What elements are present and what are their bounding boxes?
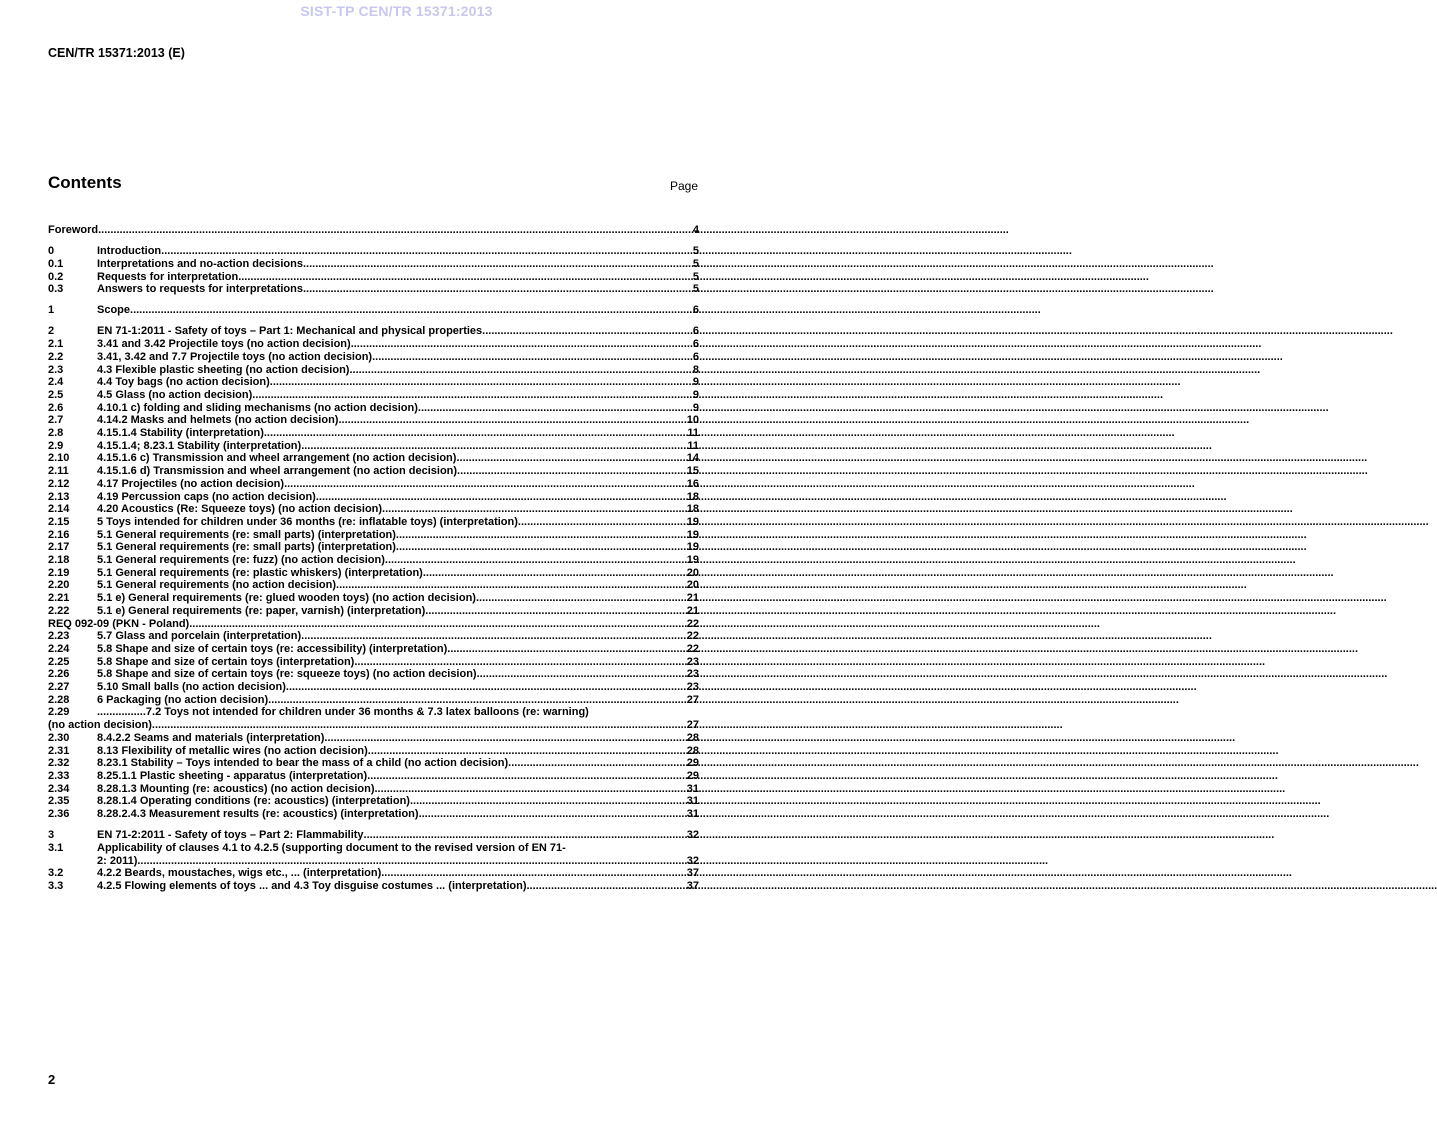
toc-entry[interactable] — [48, 605, 699, 618]
contents-title: Contents — [48, 173, 122, 192]
toc-leader — [375, 783, 687, 796]
toc-number: 2.8 — [48, 427, 64, 440]
toc-leader — [336, 579, 687, 592]
toc-page: 22 — [686, 642, 699, 655]
toc-title: 8.28.2.4.3 Measurement results (re: acoustics) (interpretation) — [97, 808, 419, 821]
toc-leader — [476, 592, 687, 605]
toc-number: 2.14 — [48, 503, 70, 516]
toc-number: 2.25 — [48, 655, 70, 668]
toc-entry[interactable] — [48, 478, 699, 491]
toc-entry[interactable] — [48, 770, 699, 783]
toc-number: 3.2 — [48, 867, 64, 880]
watermark: SIST-TP CEN/TR 15371:2013 — [300, 3, 493, 19]
toc-leader — [161, 245, 693, 258]
toc-page: 32 — [686, 829, 699, 842]
toc-title: EN 71-2:2011 - Safety of toys – Part 2: Flammability — [97, 829, 364, 842]
toc-entry[interactable] — [48, 808, 699, 821]
toc-title: 5.1 General requirements (re: plastic whiskers) (interpretation) — [97, 566, 423, 579]
toc-entry[interactable] — [48, 783, 699, 796]
toc-number: 2.24 — [48, 642, 70, 655]
toc-number: 3 — [48, 829, 55, 842]
toc-title: 5 Toys intended for children under 36 months (re: inflatable toys) (interpretation) — [97, 515, 518, 528]
toc-leader — [518, 516, 687, 529]
toc-title: 4.15.1.6 c) Transmission and wheel arrangement (no action decision) — [97, 452, 457, 465]
toc-title: Introduction — [97, 245, 162, 258]
toc-number: 2.30 — [48, 731, 70, 744]
toc-page: 11 — [687, 439, 699, 452]
toc-leader — [354, 656, 686, 669]
toc-leader — [368, 745, 687, 758]
toc-page: 18 — [686, 490, 699, 503]
toc-title: 5.1 e) General requirements (re: paper, varnish) (interpretation) — [97, 604, 426, 617]
toc-number: 2.17 — [48, 541, 70, 554]
toc-title: 5.8 Shape and size of certain toys (interpretation) — [97, 655, 355, 668]
toc-number: 2.33 — [48, 770, 70, 782]
toc-entry[interactable] — [48, 351, 699, 364]
toc-page: 10 — [686, 414, 699, 427]
toc-title: 4.20 Acoustics (Re: Squeeze toys) (no action decision) — [97, 503, 383, 516]
toc-page: 37 — [686, 867, 699, 880]
toc-entry[interactable] — [48, 880, 699, 893]
toc-page: 31 — [686, 808, 699, 821]
toc-leader — [423, 567, 687, 580]
toc-page: 31 — [686, 782, 699, 795]
toc-title: 5.8 Shape and size of certain toys (re: squeeze toys) (no action decision) — [97, 668, 477, 681]
toc-entry[interactable] — [48, 402, 699, 415]
toc-page: 28 — [686, 731, 699, 744]
toc-leader — [349, 364, 692, 377]
toc-number: 2.11 — [48, 465, 69, 478]
toc-entry[interactable] — [48, 452, 699, 465]
toc-title: 4.15.1.4; 8.23.1 Stability (interpretation) — [97, 439, 302, 452]
toc-title: 8.4.2.2 Seams and materials (interpretation) — [97, 731, 325, 744]
toc-title: 7.2 Toys not intended for children under 36 months & 7.3 latex balloons (re: warning) — [145, 706, 589, 719]
toc-page: 23 — [686, 681, 699, 694]
toc-number: 0.3 — [48, 283, 64, 296]
toc-title: 4.19 Percussion caps (no action decision) — [97, 490, 316, 503]
toc-leader — [98, 224, 693, 237]
toc-entry[interactable] — [48, 271, 699, 284]
toc-leader — [447, 643, 686, 656]
toc-page: 22 — [686, 630, 699, 643]
toc-number: 1 — [48, 304, 55, 317]
toc-leader — [270, 376, 693, 389]
toc-title: Requests for interpretation — [97, 270, 239, 283]
toc-number: 2.9 — [48, 439, 64, 452]
toc-entry[interactable] — [48, 414, 699, 427]
toc-leader — [130, 304, 693, 317]
toc-leader — [508, 757, 687, 770]
toc-number: 2.31 — [48, 744, 70, 757]
toc-page: 21 — [686, 592, 699, 605]
toc-entry[interactable] — [48, 258, 699, 271]
toc-page: 19 — [686, 554, 699, 567]
toc-title: 5.1 General requirements (re: small parts) (interpretation) — [97, 541, 396, 554]
toc-page: 37 — [686, 880, 699, 893]
toc-title: REQ 092-09 (PKN - Poland) — [48, 617, 190, 630]
toc-title: 4.17 Projectiles (no action decision) — [97, 477, 285, 490]
toc-number: 2.36 — [48, 808, 70, 821]
toc-number: 2.2 — [48, 350, 64, 363]
toc-page: 11 — [687, 427, 699, 440]
toc-entry[interactable] — [48, 867, 699, 880]
toc-title: Answers to requests for interpretations — [97, 283, 303, 296]
toc-page: 31 — [686, 795, 699, 808]
toc-leader — [367, 770, 687, 783]
toc-leader — [338, 414, 686, 427]
toc-leader — [303, 258, 693, 271]
toc-leader — [425, 605, 686, 618]
toc-title: 5.1 General requirements (no action decision) — [97, 579, 337, 592]
toc-title: 8.25.1.1 Plastic sheeting - apparatus (interpretation) — [97, 770, 368, 782]
toc-title: 4.4 Toy bags (no action decision) — [97, 376, 270, 389]
toc-number: 2.7 — [48, 414, 64, 427]
toc-entry[interactable] — [48, 376, 699, 389]
toc-entry[interactable] — [48, 554, 699, 567]
toc-entry[interactable] — [48, 541, 699, 554]
toc-page: 8 — [692, 363, 699, 376]
toc-entry[interactable] — [48, 325, 699, 338]
toc-leader — [252, 389, 693, 402]
toc-title: 4.3 Flexible plastic sheeting (no action decision) — [97, 363, 350, 376]
toc-page: 18 — [686, 503, 699, 516]
toc-entry[interactable] — [48, 656, 699, 669]
toc-page: 20 — [686, 566, 699, 579]
toc-title: 5.8 Shape and size of certain toys (re: accessibility) (interpretation) — [97, 642, 448, 655]
toc-title: 4.15.1.6 d) Transmission and wheel arrangement (no action decision) — [97, 465, 458, 478]
toc-number: 2.35 — [48, 795, 70, 808]
toc-number: 2 — [48, 325, 55, 338]
toc-entry[interactable] — [48, 668, 699, 681]
toc-title: 3.41, 3.42 and 7.7 Projectile toys (no action decision) — [97, 350, 373, 363]
toc-number: 3.3 — [48, 880, 64, 893]
toc-page: 6 — [692, 304, 699, 317]
toc-title: Applicability of clauses 4.1 to 4.2.5 (supporting document to the revised version of EN 71- — [97, 841, 566, 854]
toc-number: 2.5 — [48, 388, 64, 401]
toc-leader — [381, 867, 687, 880]
toc-leader — [457, 465, 687, 478]
toc-leader — [301, 630, 687, 643]
toc-leader — [324, 732, 686, 745]
toc-number: 2.1 — [48, 338, 64, 351]
toc-entry[interactable] — [48, 440, 699, 453]
toc-entry[interactable] — [48, 389, 699, 402]
toc-leader — [152, 719, 687, 732]
toc-page: 29 — [686, 757, 699, 770]
toc-entry[interactable] — [48, 842, 699, 867]
toc-page: 14 — [686, 452, 699, 465]
toc-page: 15 — [686, 465, 699, 478]
toc-page: 19 — [686, 541, 699, 554]
toc-number: 2.28 — [48, 693, 70, 706]
toc-page: 21 — [686, 604, 699, 617]
toc-leader — [351, 338, 693, 351]
toc-entry[interactable] — [48, 516, 699, 529]
toc-leader — [419, 808, 687, 821]
toc-page: 5 — [692, 257, 699, 270]
toc-entry[interactable] — [48, 338, 699, 351]
toc-title: 5.10 Small balls (no action decision) — [97, 681, 286, 694]
toc-number: 2.13 — [48, 490, 70, 503]
toc-entry[interactable] — [48, 732, 699, 745]
toc-page: 6 — [692, 350, 699, 363]
toc-leader — [527, 880, 687, 893]
toc-title: 4.2.5 Flowing elements of toys ... and 4.3 Toy disguise costumes ... (interpretation) — [97, 880, 527, 893]
toc-number: 2.3 — [48, 363, 64, 376]
toc-entry[interactable] — [48, 224, 699, 237]
toc-leader — [189, 618, 687, 631]
toc-entry[interactable] — [48, 245, 699, 258]
toc-title: EN 71-1:2011 - Safety of toys – Part 1: Mechanical and physical properties — [97, 325, 483, 338]
toc-entry[interactable] — [48, 364, 699, 377]
toc-leader — [396, 529, 687, 542]
toc-number: 2.20 — [48, 579, 70, 592]
toc-title: 8.13 Flexibility of metallic wires (no action decision) — [97, 744, 368, 757]
toc-page: 19 — [686, 515, 699, 528]
toc-title: 4.15.1.4 Stability (interpretation) — [97, 427, 264, 440]
toc-entry[interactable] — [48, 491, 699, 504]
toc-title: 8.23.1 Stability – Toys intended to bear the mass of a child (no action decision) — [97, 757, 509, 770]
toc-entry[interactable] — [48, 304, 699, 317]
page-column-label: Page — [669, 179, 698, 193]
toc-page: 23 — [686, 655, 699, 668]
toc-page: 6 — [692, 338, 699, 351]
toc-entry[interactable] — [48, 618, 699, 631]
toc-entry[interactable] — [48, 592, 699, 605]
toc-page: 23 — [686, 668, 699, 681]
toc-title: 4.2.2 Beards, moustaches, wigs etc., ... (interpretation) — [97, 867, 382, 880]
toc-page: 19 — [686, 528, 699, 541]
toc-page: 5 — [692, 270, 699, 283]
toc-page: 4 — [692, 224, 699, 236]
toc-page: 32 — [686, 854, 699, 867]
toc-page: 5 — [692, 245, 699, 258]
toc-title: 8.28.1.3 Mounting (re: acoustics) (no action decision) — [97, 782, 375, 795]
toc-page: 5 — [692, 283, 699, 296]
toc-leader — [385, 554, 687, 567]
toc-entry[interactable] — [48, 643, 699, 656]
toc-leader — [410, 795, 687, 808]
toc-page: 27 — [686, 719, 699, 732]
toc-entry[interactable] — [48, 745, 699, 758]
toc-title: 4.10.1 c) folding and sliding mechanisms (no action decision) — [97, 401, 418, 414]
toc-number: 2.27 — [48, 681, 70, 694]
toc-leader — [364, 829, 687, 842]
toc-number: 2.15 — [48, 515, 70, 528]
toc-entry[interactable] — [48, 706, 699, 731]
toc-leader — [137, 855, 686, 868]
toc-leader — [268, 694, 687, 707]
toc-number: 2.23 — [48, 630, 70, 643]
toc-leader — [456, 452, 686, 465]
toc-title: 5.7 Glass and porcelain (interpretation) — [97, 630, 302, 643]
toc-number: 2.22 — [48, 604, 70, 617]
toc-page: 9 — [692, 388, 699, 401]
toc-number: 2.19 — [48, 566, 70, 579]
toc-leader — [418, 402, 693, 415]
toc-page: 16 — [686, 477, 699, 490]
toc-title-continued: (no action decision) — [48, 719, 152, 732]
toc-entry[interactable] — [48, 503, 699, 516]
toc-leader — [382, 503, 687, 516]
toc-number: 2.32 — [48, 757, 70, 770]
toc-lead: ................ — [97, 706, 146, 719]
toc-number: 2.10 — [48, 452, 70, 465]
toc-number: 0 — [48, 245, 55, 258]
toc-leader — [303, 283, 693, 296]
toc-page: 20 — [686, 579, 699, 592]
toc-leader — [316, 491, 687, 504]
toc-number: 0.2 — [48, 270, 64, 283]
toc-title: Interpretations and no-action decisions — [97, 257, 303, 270]
toc-entry[interactable] — [48, 283, 699, 296]
toc-entry[interactable] — [48, 694, 699, 707]
toc-page: 9 — [692, 401, 699, 414]
toc-number: 2.21 — [48, 592, 70, 605]
toc-page: 28 — [686, 744, 699, 757]
toc-number: 2.34 — [48, 782, 70, 795]
toc-page: 6 — [692, 325, 699, 338]
toc-leader — [396, 541, 687, 554]
toc-title: 4.14.2 Masks and helmets (no action decision) — [97, 414, 339, 427]
toc-leader — [372, 351, 693, 364]
toc-page: 9 — [692, 376, 699, 389]
toc-entry[interactable] — [48, 465, 699, 478]
toc-number: 2.26 — [48, 668, 70, 681]
toc-leader — [286, 681, 687, 694]
toc-title: 4.5 Glass (no action decision) — [97, 388, 253, 401]
table-of-contents — [48, 224, 699, 893]
toc-entry[interactable] — [48, 829, 699, 842]
toc-leader — [238, 271, 693, 284]
toc-title: 6 Packaging (no action decision) — [97, 693, 269, 706]
toc-entry[interactable] — [48, 567, 699, 580]
toc-number: 2.6 — [48, 401, 64, 414]
toc-entry[interactable] — [48, 427, 699, 440]
toc-number: 2.29 — [48, 706, 70, 719]
toc-entry[interactable] — [48, 757, 699, 770]
toc-title: Foreword — [48, 224, 99, 236]
toc-title: 3.41 and 3.42 Projectile toys (no action decision) — [97, 338, 351, 351]
toc-title: 5.1 General requirements (re: fuzz) (no action decision) — [97, 554, 385, 567]
toc-entry[interactable] — [48, 795, 699, 808]
page-number: 2 — [48, 1072, 56, 1087]
toc-number: 2.4 — [48, 376, 64, 389]
toc-title-continued: 2: 2011) — [97, 854, 138, 867]
toc-number: 2.12 — [48, 477, 70, 490]
toc-number: 2.18 — [48, 554, 70, 567]
toc-page: 29 — [686, 770, 699, 782]
toc-title: Scope — [97, 304, 131, 317]
document-id: CEN/TR 15371:2013 (E) — [48, 46, 185, 60]
toc-leader — [264, 427, 687, 440]
toc-title: 5.1 General requirements (re: small parts) (interpretation) — [97, 528, 396, 541]
toc-entry[interactable] — [48, 579, 699, 592]
toc-title: 5.1 e) General requirements (re: glued wooden toys) (no action decision) — [97, 592, 476, 605]
toc-number: 3.1 — [48, 841, 64, 854]
toc-number: 2.16 — [48, 528, 70, 541]
toc-page: 22 — [686, 617, 699, 630]
toc-number: 0.1 — [48, 257, 64, 270]
toc-leader — [284, 478, 687, 491]
toc-entry[interactable] — [48, 681, 699, 694]
toc-leader — [477, 668, 687, 681]
toc-entry[interactable] — [48, 529, 699, 542]
toc-title: 8.28.1.4 Operating conditions (re: acoustics) (interpretation) — [97, 795, 410, 808]
toc-entry[interactable] — [48, 630, 699, 643]
toc-page: 27 — [686, 693, 699, 706]
toc-leader — [301, 440, 687, 453]
toc-leader — [482, 325, 693, 338]
